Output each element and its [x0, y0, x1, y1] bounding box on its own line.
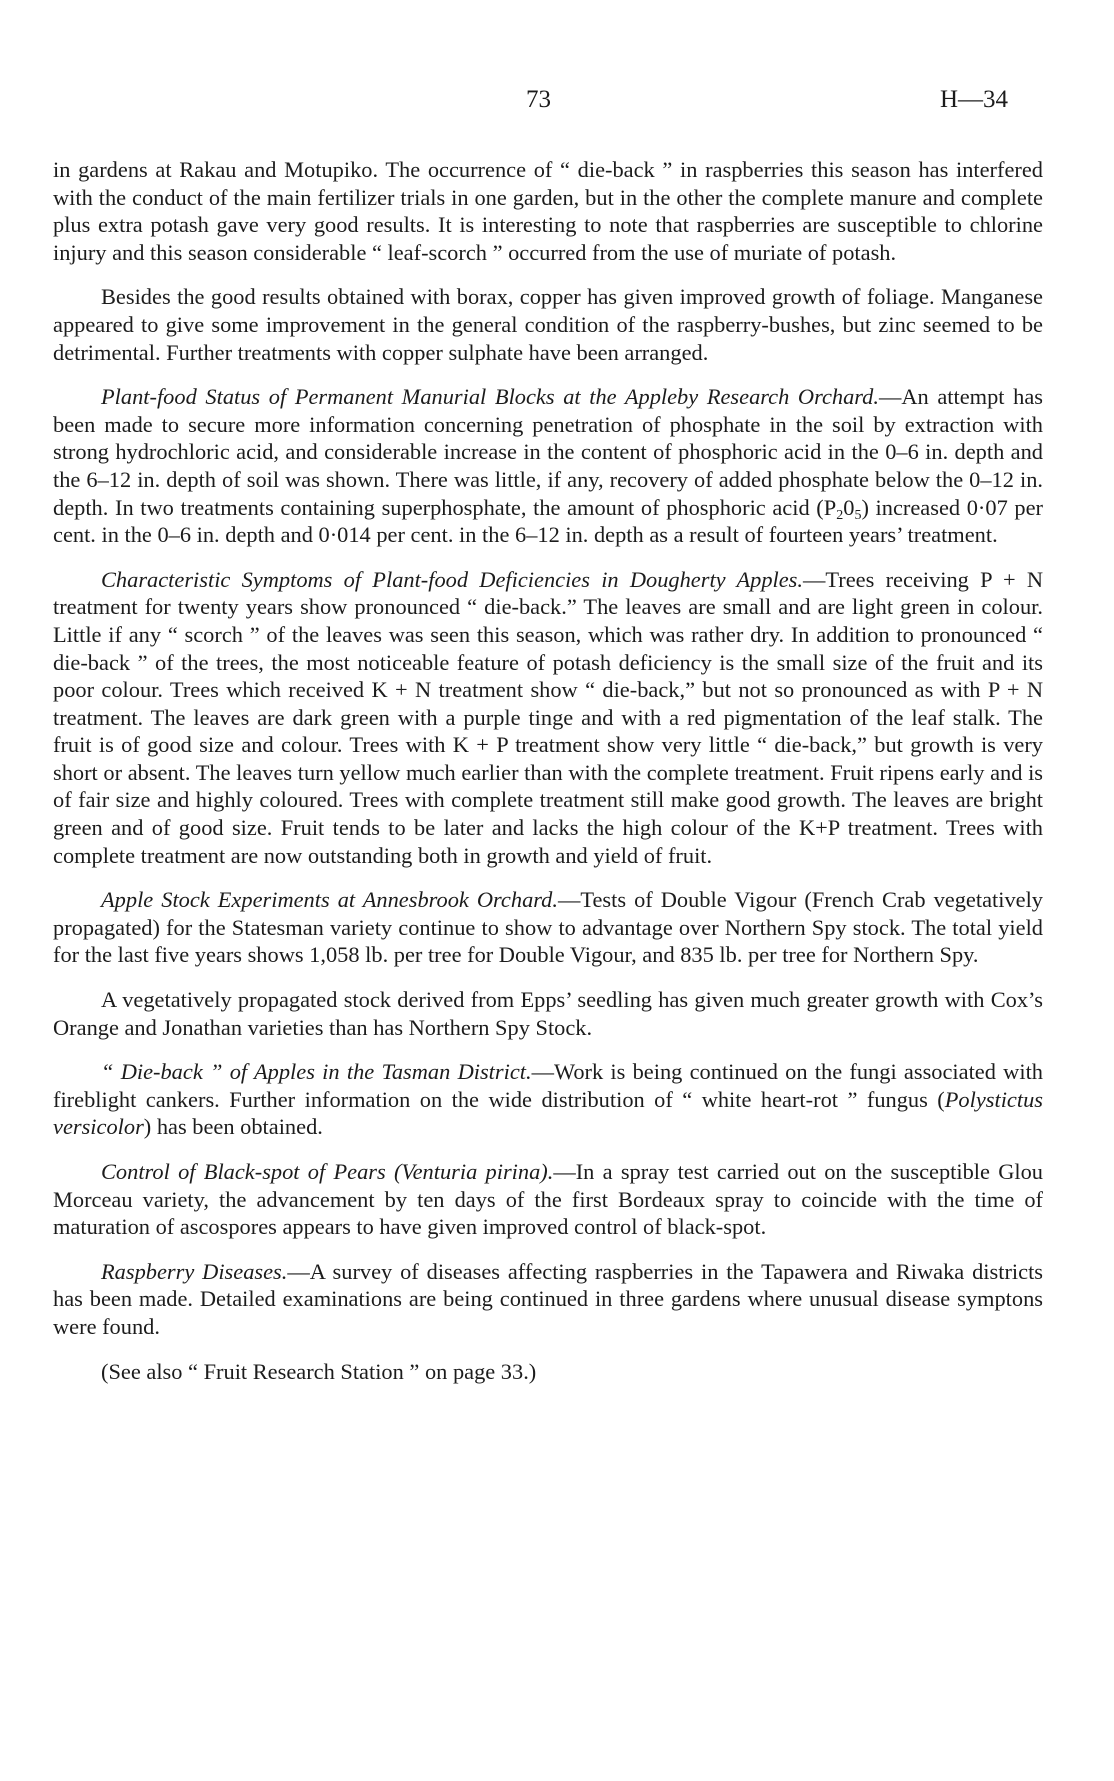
paragraph-see-also: (See also “ Fruit Research Station ” on page 33.): [101, 1358, 537, 1384]
page-header: [0, 86, 1114, 116]
page-number: 73: [526, 86, 551, 113]
section-heading-deficiency-symptoms: Characteristic Symptoms of Plant-food Deficiencies in Dougherty Apples.: [101, 566, 803, 592]
section-heading-apple-stock: Apple Stock Experiments at Annesbrook Orchard.: [101, 887, 558, 913]
paragraph-text: 0: [843, 494, 855, 520]
paragraph-text: —In a spray test carried out on the susceptible Glou Morceau variety, the advancement by ten days of the first Bordeaux spray to coincide with the time of maturation of ascospores appears to have given improved control of black-spot.: [53, 1159, 1043, 1240]
subscript: 5: [854, 507, 862, 523]
paragraph-epps-seedling: A vegetatively propagated stock derived from Epps’ seedling has given much greater growth with Cox’s Orange and Jonathan varieties than has Northern Spy Stock.: [53, 987, 1043, 1040]
paragraph-deficiency-symptoms: [53, 566, 1043, 870]
paragraph-text: ) has been obtained.: [143, 1114, 323, 1140]
paragraph-black-spot: [53, 1158, 1043, 1241]
paragraph-text: —Trees receiving P + N treatment for twenty years show pronounced “ die-back.” The leaves are small and are light green in colour. Little if any “ scorch ” of the leaves was seen this season, which was rather dry. In addition to pronounced “ die-back ” of the trees, the most noticeable feature of potash deficiency is the small size of the fruit and its poor colour. Trees which received K + N treatment show “ die-back,” but not so pronounced as with P + N treatment. The leaves are dark green with a purple tinge and with a red pigmentation of the leaf stalk. The fruit is of good size and colour. Trees with K + P treatment show very little “ die-back,” but growth is very short or absent. The leaves turn yellow much earlier than with the complete treatment. Fruit ripens early and is of fair size and highly coloured. Trees with complete treatment still make good growth. The leaves are bright green and of good size. Fruit tends to be later and lacks the high colour of the K+P treatment. Trees with complete treatment are now outstanding both in growth and yield of fruit.: [53, 566, 1044, 868]
section-heading-black-spot: Control of Black-spot of Pears (Venturia pirina).: [101, 1159, 554, 1184]
paragraph-apple-stock: [53, 886, 1043, 969]
species-name: Polystictus versicolor: [53, 1086, 1043, 1140]
paragraph-raspberry-trials: in gardens at Rakau and Motupiko. The occurrence of “ die-back ” in raspberries this season has interfered with the conduct of the main fertilizer trials in one garden, but in the other the complete manure and complete plus extra potash gave very good results. It is interesting to note that raspberries are susceptible to chlorine injury and this season considerable “ leaf-scorch ” occurred from the use of muriate of potash.: [53, 157, 1043, 265]
paragraph-raspberry-diseases: [53, 1258, 1043, 1341]
paragraph-text: ) increased 0·07 per cent. in the 0–6 in. depth and 0·014 per cent. in the 6–12 in. depth as a result of fourteen years’ treatment.: [53, 494, 1043, 548]
paragraph-die-back: [53, 1058, 1043, 1141]
subscript: 2: [836, 507, 844, 523]
section-heading-plant-food-status: Plant-food Status of Permanent Manurial Blocks at the Appleby Research Orchard.: [101, 384, 879, 410]
section-heading-raspberry-diseases: Raspberry Diseases.: [101, 1258, 288, 1284]
paragraph-text: —Work is being continued on the fungi associated with fireblight cankers. Further information on the wide distribution of “ white heart-rot ” fungus (: [53, 1059, 1043, 1112]
document-reference: H—34: [940, 86, 1009, 113]
paragraph-text: —A survey of diseases affecting raspberries in the Tapawera and Riwaka districts has been made. Detailed examinations are being continued in three gardens where unusual disease symptons were found.: [53, 1258, 1044, 1339]
paragraph-plant-food-status: [53, 383, 1043, 549]
page-body: [53, 156, 1043, 1402]
paragraph-trace-elements: Besides the good results obtained with borax, copper has given improved growth of foliage. Manganese appeared to give some improvement in the general condition of the raspberry-bushes, but zinc seemed to be detrimental. Further treatments with copper sulphate have been arranged.: [53, 284, 1043, 365]
section-heading-die-back: “ Die-back ” of Apples in the Tasman District.: [101, 1059, 532, 1085]
paragraph-text: —Tests of Double Vigour (French Crab vegetatively propagated) for the Statesman variety continue to show to advantage over Northern Spy stock. The total yield for the last five years shows 1,058 lb. per tree for Double Vigour, and 835 lb. per tree for Northern Spy.: [53, 887, 1043, 968]
paragraph-text: —An attempt has been made to secure more information concerning penetration of phosphate in the soil by extraction with strong hydrochloric acid, and considerable increase in the content of phosphoric acid in the 0–6 in. depth and the 6–12 in. depth of soil was shown. There was little, if any, recovery of added phosphate below the 0–12 in. depth. In two treatments containing superphosphate, the amount of phosphoric acid (P: [53, 384, 1043, 520]
